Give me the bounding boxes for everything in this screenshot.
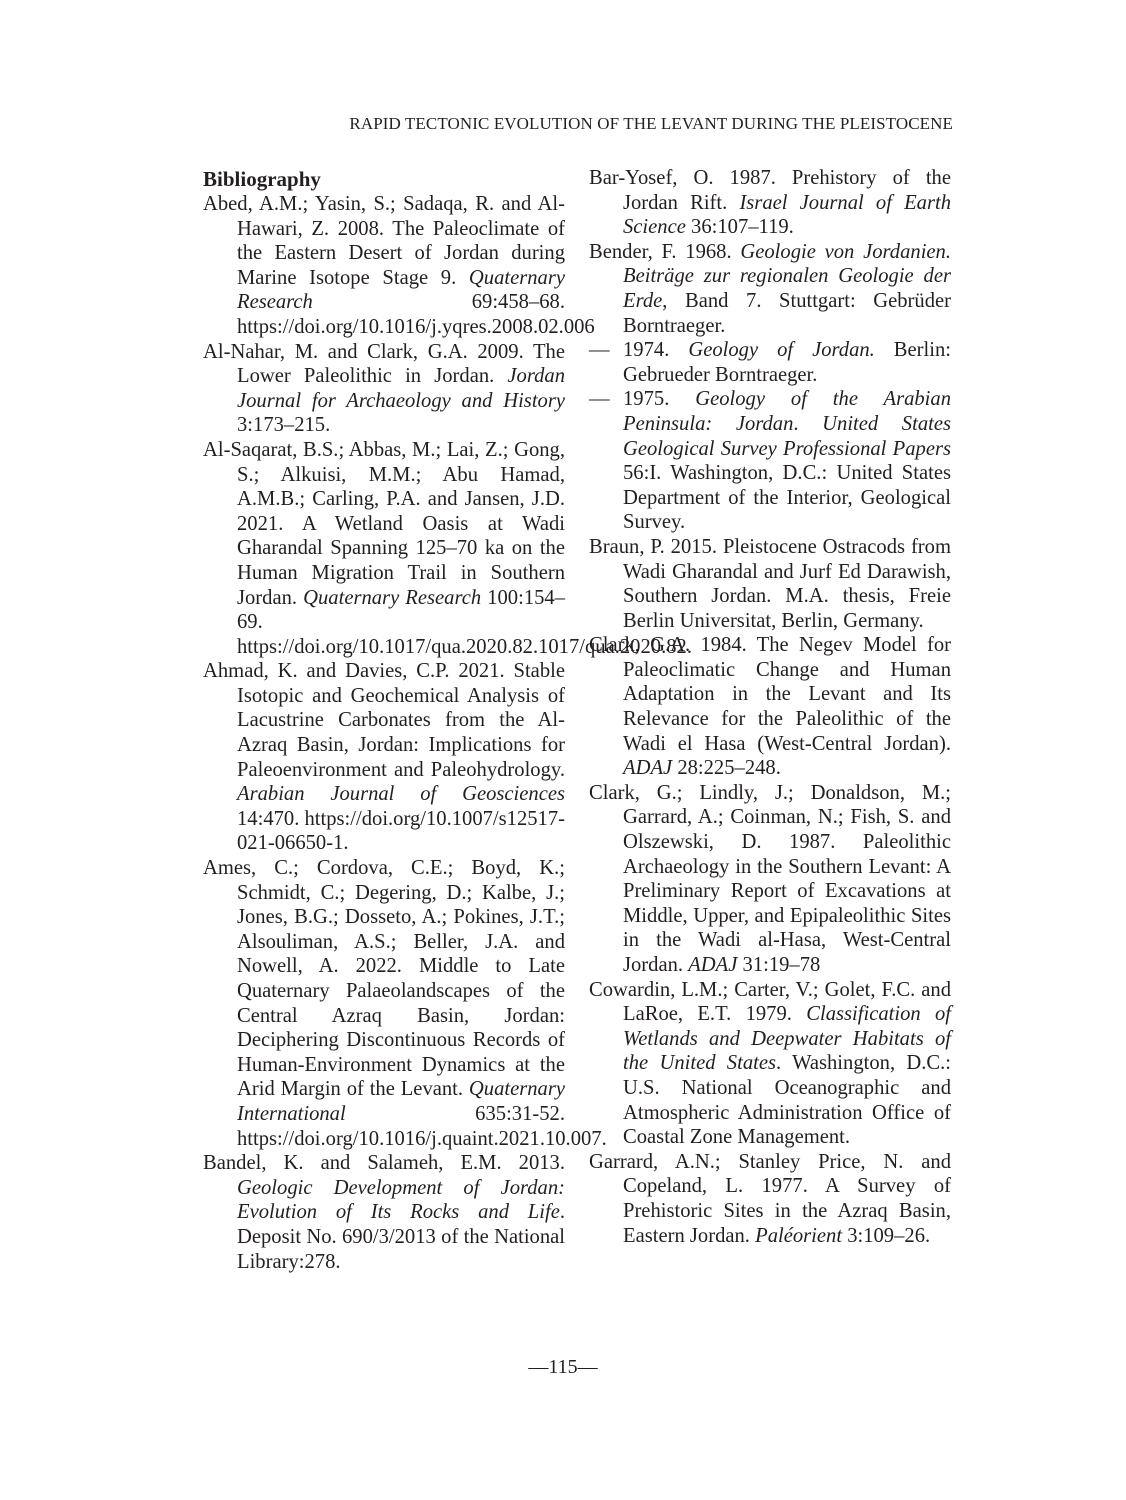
reference-title-italic: Quaternary International — [237, 1078, 565, 1125]
reference-title-italic: Arabian Journal of Geosciences — [237, 783, 565, 806]
reference-entry — [203, 192, 595, 340]
reference-text: . — [793, 412, 823, 435]
reference-text: 100:154–69. https://doi.org/10.1017/qua.2020.82.1017/qua.2020.82. — [237, 586, 692, 658]
bibliography-right-column — [589, 166, 951, 1248]
reference-title-italic: Israel Journal of Earth Science — [623, 191, 951, 239]
reference-entry — [203, 340, 565, 438]
reference-text: Cowardin, L.M.; Carter, V.; Golet, F.C. and LaRoe, E.T. 1979. — [589, 978, 951, 1026]
ditto-dash: — — [589, 339, 610, 362]
reference-title-italic: Geologic Development of Jordan: Evolution of Its Rocks and Life — [237, 1176, 565, 1224]
reference-text: Braun, P. 2015. Pleistocene Ostracods from Wadi Gharandal and Jurf Ed Darawish, Southern Jordan. M.A. thesis, Freie Berlin Universitat, Berlin, Germany. — [589, 535, 951, 632]
reference-text: Clark, G.; Lindly, J.; Donaldson, M.; Garrard, A.; Coinman, N.; Fish, S. and Olszewski, D. 1987. Paleolithic Archaeology in the Southern Levant: A Preliminary Report of Excavations at Middle, Upper, and Epipaleolithic Sites in the Wadi al-Hasa, West-Central Jordan. — [589, 781, 951, 976]
reference-title-italic: Quaternary Research — [237, 266, 565, 314]
reference-entry — [589, 535, 951, 633]
reference-entry — [589, 1150, 951, 1248]
reference-entry — [589, 166, 951, 240]
reference-text: 14:470. https://doi.org/10.1007/s12517-021-06650-1. — [237, 807, 565, 855]
reference-text: Garrard, A.N.; Stanley Price, N. and Copeland, L. 1977. A Survey of Prehistoric Sites in the Azraq Basin, Eastern Jordan. — [589, 1150, 951, 1247]
reference-text: 69:458–68. https://doi.org/10.1016/j.yqres.2008.02.006 — [237, 291, 595, 338]
reference-text: Ames, C.; Cordova, C.E.; Boyd, K.; Schmidt, C.; Degering, D.; Kalbe, J.; Jones, B.G.; Dosseto, A.; Pokines, J.T.; Alsouliman, A.S.; Beller, J.A. and Nowell, A. 2022. Middle to Late Quaternary Palaeolandscapes of the Central Azraq Basin, Jordan: Deciphering Discontinuous Records of Human-Environment Dynamics at the Arid Margin of the Levant. — [203, 857, 565, 1101]
reference-title-italic: Paléorient — [755, 1224, 843, 1247]
reference-text: Ahmad, K. and Davies, C.P. 2021. Stable Isotopic and Geochemical Analysis of Lacustrine Carbonates from the Al-Azraq Basin, Jordan: Implications for Paleoenvironment and Paleohydrology. — [203, 660, 565, 781]
reference-entry — [589, 240, 951, 338]
reference-text: Bar-Yosef, O. 1987. Prehistory of the Jordan Rift. — [589, 167, 951, 214]
reference-text: Abed, A.M.; Yasin, S.; Sadaqa, R. and Al-Hawari, Z. 2008. The Paleoclimate of the Eastern Desert of Jordan during Marine Isotope Stage 9. — [203, 193, 565, 289]
reference-entry — [203, 659, 565, 856]
reference-text: 36:107–119. — [685, 216, 794, 239]
reference-title-italic: Geology of the Arabian Peninsula: Jordan — [623, 388, 951, 435]
reference-title-italic: ADAJ — [688, 954, 738, 976]
reference-text: 3:173–215. — [237, 414, 331, 437]
reference-title-italic: Classification of Wetlands and Deepwater Habitats of the United States — [623, 1003, 952, 1075]
reference-text: 635:31-52. https://doi.org/10.1016/j.quaint.2021.10.007. — [237, 1102, 607, 1150]
reference-title-italic: Quaternary Research — [303, 586, 482, 609]
section-heading: Bibliography — [203, 167, 321, 191]
reference-text: Al-Saqarat, B.S.; Abbas, M.; Lai, Z.; Gong, S.; Alkuisi, M.M.; Abu Hamad, A.M.B.; Carling, P.A. and Jansen, J.D. 2021. A Wetland Oasis at Wadi Gharandal Spanning 125–70 ka on the Human Migration Trail in Southern Jordan. — [203, 438, 565, 609]
reference-entry — [589, 633, 951, 781]
reference-entry — [589, 338, 951, 387]
reference-title-italic: Geologie von Jordanien. Beiträge zur regionalen Geologie der Erde — [623, 240, 952, 312]
ditto-dash: — — [589, 388, 610, 411]
reference-text: 28:225–248. — [672, 757, 781, 780]
reference-entry — [589, 978, 951, 1150]
reference-text: 56:I. Washington, D.C.: United States Department of the Interior, Geological Survey. — [623, 462, 951, 534]
reference-text: . Deposit No. 690/3/2013 of the National Library:278. — [237, 1201, 565, 1273]
reference-text: 31:19–78 — [737, 954, 821, 976]
reference-entry — [589, 781, 951, 978]
reference-title-italic: United States Geological Survey Professional Papers — [623, 412, 951, 460]
page-number: —115— — [528, 1356, 598, 1378]
reference-title-italic: Geology of Jordan. — [688, 339, 875, 362]
reference-entry — [203, 856, 607, 1151]
reference-text: 3:109–26. — [842, 1224, 931, 1247]
reference-text: Bandel, K. and Salameh, E.M. 2013. — [203, 1152, 565, 1175]
running-head: RAPID TECTONIC EVOLUTION OF THE LEVANT DURING THE PLEISTOCENE — [349, 114, 953, 133]
reference-text: Bender, F. 1968. — [589, 240, 741, 263]
reference-text: 1974. — [623, 339, 689, 362]
reference-text: , Band 7. Stuttgart: Gebrüder Borntraeger. — [623, 289, 951, 337]
reference-text: Al-Nahar, M. and Clark, G.A. 2009. The Lower Paleolithic in Jordan. — [203, 340, 565, 388]
reference-entry — [203, 1151, 565, 1274]
reference-title-italic: Jordan Journal for Archaeology and History — [237, 365, 565, 412]
reference-entry — [203, 438, 692, 659]
reference-text: Clark, G.A. 1984. The Negev Model for Paleoclimatic Change and Human Adaptation in the Levant and Its Relevance for the Paleolithic of the Wadi el Hasa (West-Central Jordan). — [589, 634, 951, 755]
reference-text: . Washington, D.C.: U.S. National Oceanographic and Atmospheric Administration Office of Coastal Zone Management. — [623, 1052, 952, 1149]
reference-entry — [589, 387, 951, 535]
reference-text: 1975. — [623, 388, 696, 411]
reference-text: Berlin: Gebrueder Borntraeger. — [623, 339, 951, 386]
reference-list — [589, 166, 951, 1248]
reference-title-italic: ADAJ — [623, 757, 673, 780]
